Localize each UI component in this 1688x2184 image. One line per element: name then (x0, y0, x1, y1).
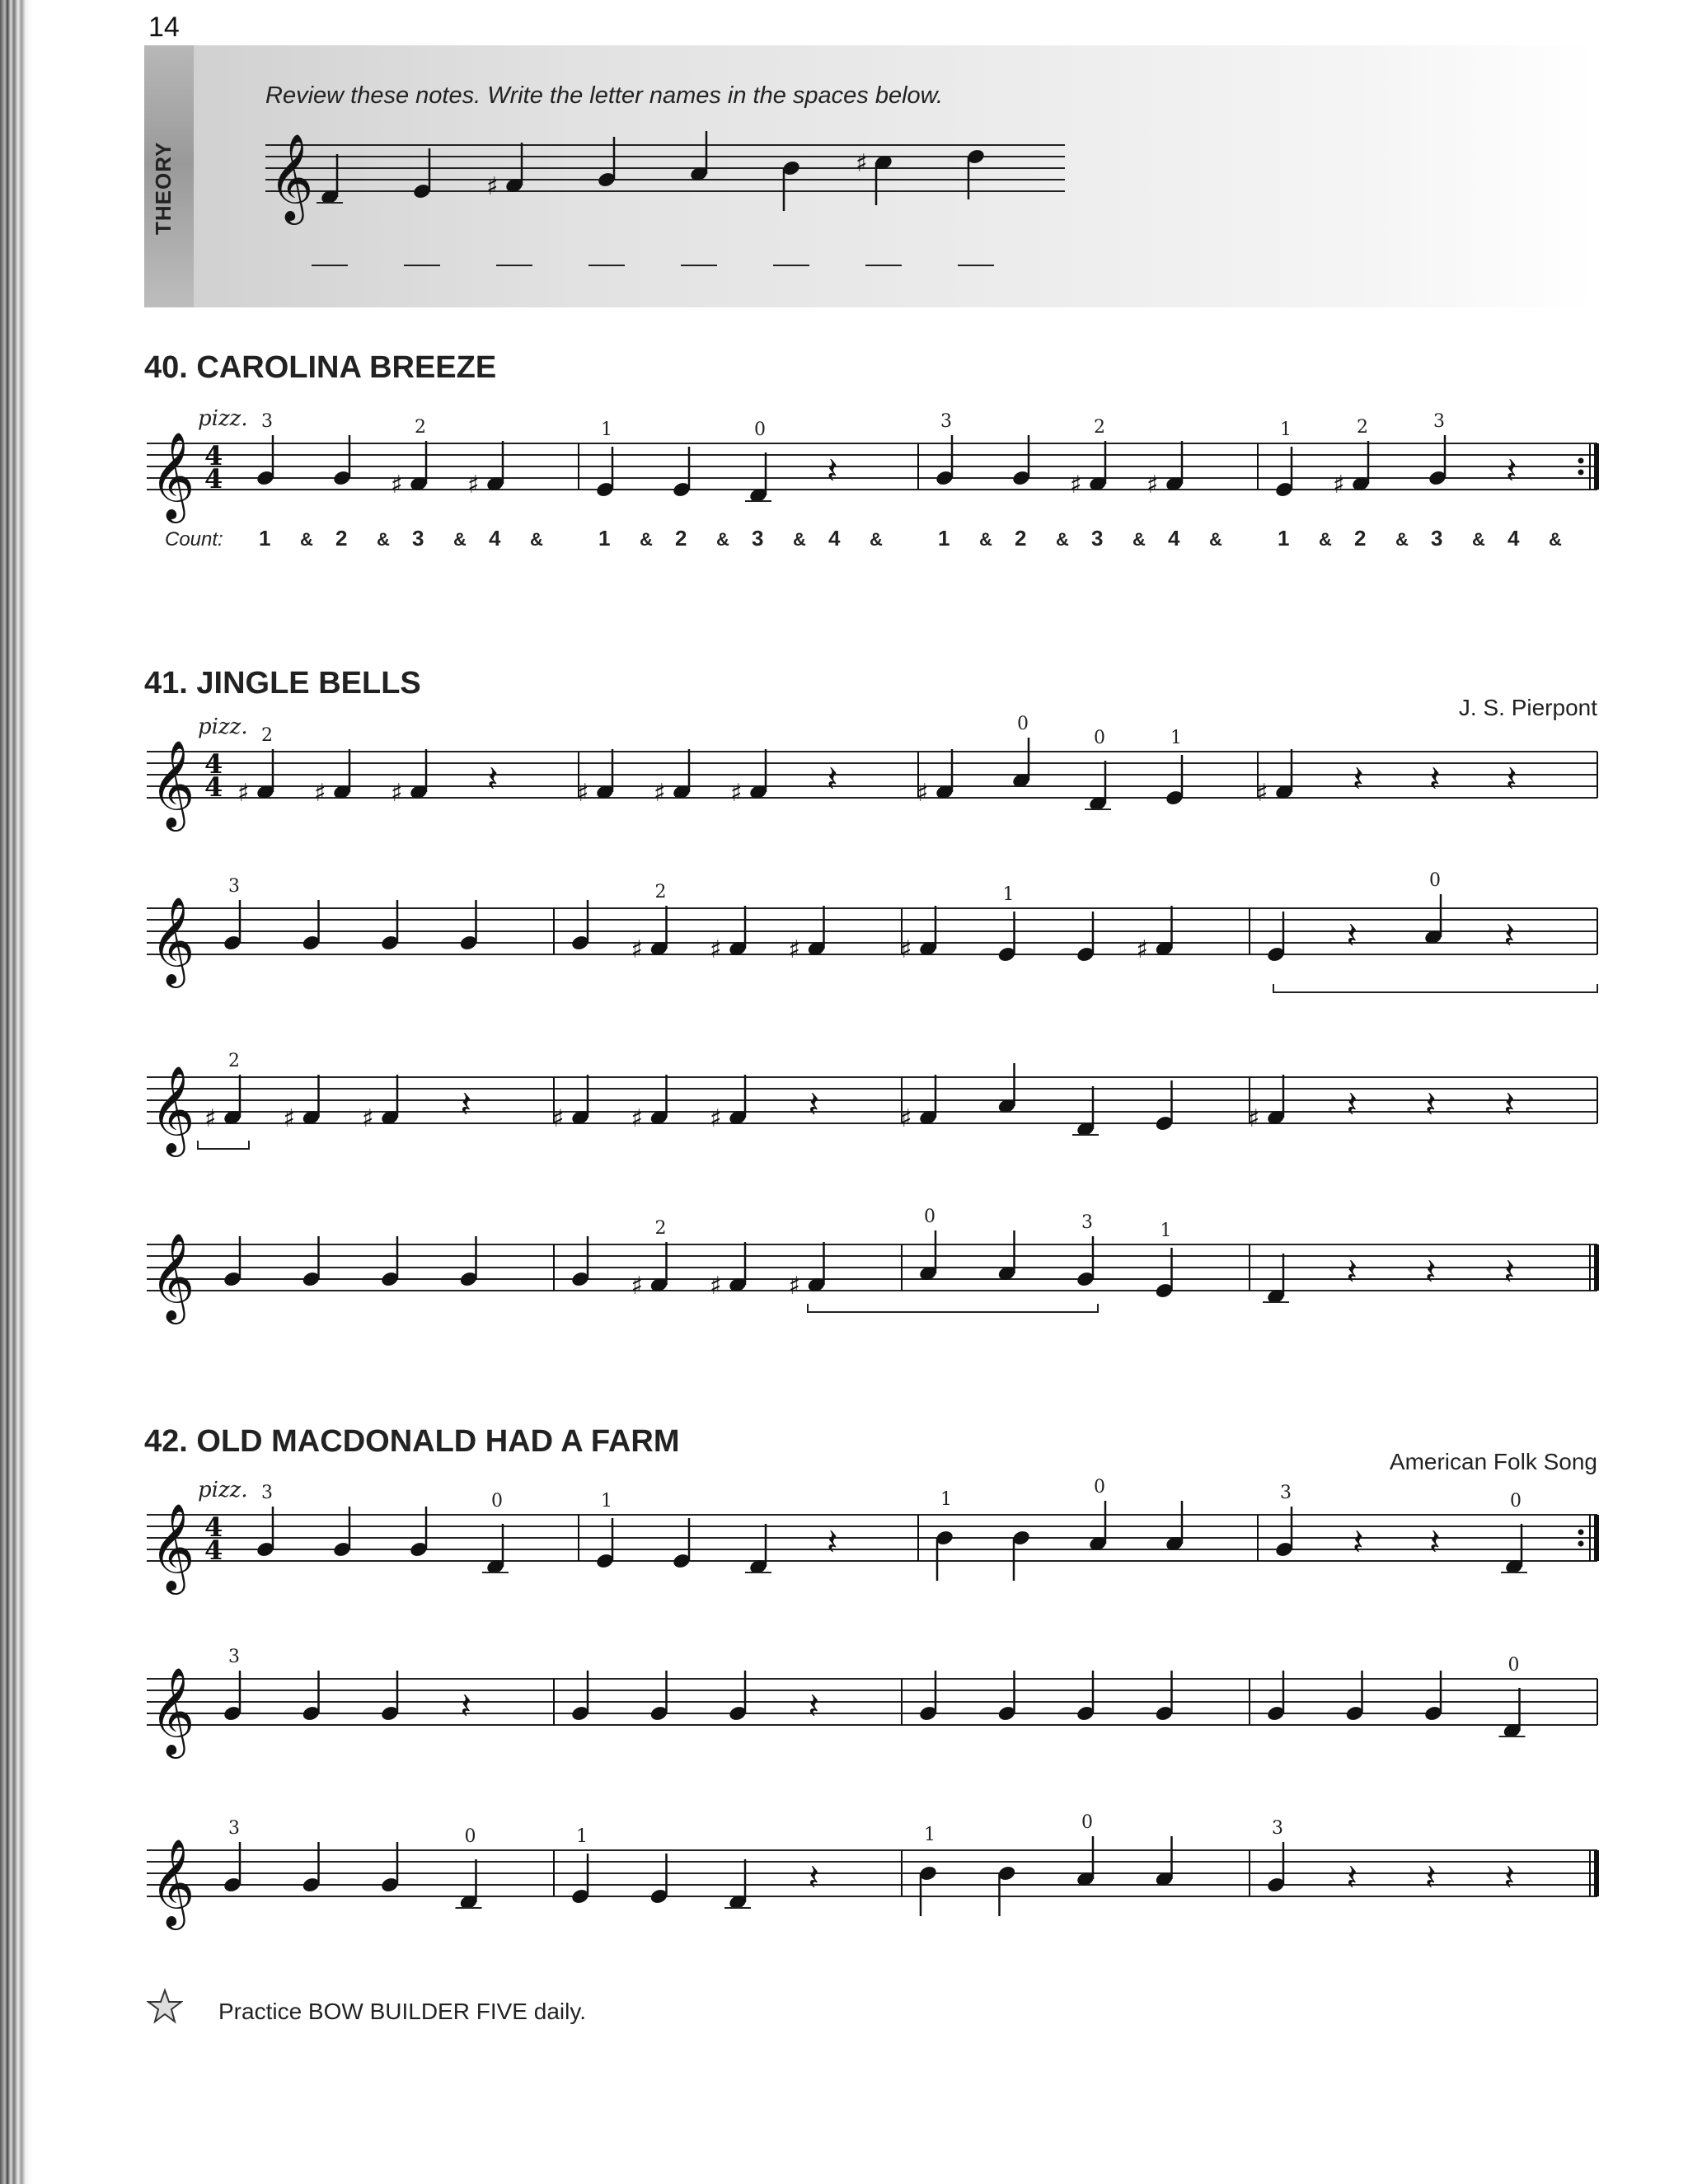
fingering-number: 1 (1280, 419, 1292, 440)
fingering-number: 1 (924, 1825, 935, 1845)
fingering-number: 0 (1510, 1491, 1522, 1511)
count-beat: 1 (598, 526, 611, 551)
quarter-rest: 𝄽 (808, 1857, 819, 1899)
quarter-rest: 𝄽 (1506, 450, 1517, 492)
final-bar-line (1594, 1515, 1599, 1561)
fingering-number: 2 (654, 882, 667, 902)
sharp-sign: ♯ (486, 172, 499, 201)
sharp-sign: ♯ (1146, 471, 1159, 499)
treble-clef: 𝄞 (150, 1502, 195, 1591)
count-beat: 1 (259, 526, 271, 551)
composer-42: American Folk Song (1389, 1449, 1597, 1474)
time-signature: 4 (204, 748, 223, 780)
sharp-sign: ♯ (710, 1104, 722, 1133)
count-beat: & (1319, 529, 1332, 550)
quarter-rest: 𝄽 (1503, 1857, 1515, 1899)
time-signature: 4 (204, 1511, 223, 1543)
footer-text: Practice BOW BUILDER FIVE daily. (218, 1999, 587, 2024)
fingering-number: 0 (1429, 870, 1441, 891)
sharp-sign: ♯ (710, 1272, 722, 1301)
treble-clef: 𝄞 (150, 1838, 195, 1926)
sharp-sign: ♯ (314, 779, 326, 808)
sharp-sign: ♯ (1136, 935, 1149, 964)
sharp-sign: ♯ (1256, 779, 1268, 808)
fingering-number: 2 (1357, 417, 1368, 438)
count-beat: & (793, 529, 806, 550)
sharp-sign: ♯ (631, 1104, 644, 1133)
pizzicato-marking: pizz. (198, 406, 248, 431)
fingering-number: 1 (601, 419, 612, 440)
fingering-number: 3 (1081, 1212, 1093, 1233)
quarter-rest: 𝄽 (827, 450, 838, 492)
time-signature: 4 (204, 463, 223, 494)
fingering-number: 3 (228, 1818, 240, 1839)
fingering-number: 0 (1081, 1812, 1093, 1833)
treble-clef: 𝄞 (150, 431, 195, 519)
fingering-number: 0 (464, 1826, 476, 1847)
quarter-rest: 𝄽 (1425, 1857, 1437, 1899)
sharp-sign: ♯ (788, 935, 801, 964)
sharp-sign: ♯ (631, 935, 644, 964)
quarter-rest: 𝄽 (808, 1084, 819, 1126)
time-signature: 4 (204, 771, 223, 803)
fingering-number: 0 (1094, 728, 1105, 748)
sharp-sign: ♯ (710, 935, 722, 964)
quarter-rest: 𝄽 (1429, 1521, 1441, 1563)
treble-clef: 𝄞 (150, 1232, 195, 1320)
count-beat: & (640, 529, 653, 550)
final-bar-line (1594, 1244, 1599, 1291)
sharp-sign: ♯ (654, 779, 666, 808)
fingering-number: 0 (754, 419, 766, 440)
fingering-number: 1 (1002, 884, 1015, 905)
exercise-title-41: 41. JINGLE BELLS (144, 666, 421, 701)
sharp-sign: ♯ (362, 1104, 374, 1133)
fingering-number: 0 (491, 1491, 503, 1511)
count-beat: & (300, 529, 313, 550)
quarter-rest: 𝄽 (1506, 758, 1517, 800)
fingering-number: 0 (1094, 1477, 1105, 1497)
count-beat: & (716, 529, 729, 550)
fingering-number: 1 (1160, 1221, 1172, 1241)
bow-bracket (1273, 984, 1597, 992)
treble-clef: 𝄞 (150, 896, 195, 984)
fingering-number: 1 (940, 1489, 952, 1510)
sharp-sign: ♯ (391, 779, 403, 808)
count-beat: 3 (1431, 526, 1443, 551)
quarter-rest: 𝄽 (1503, 1251, 1515, 1293)
fingering-number: 3 (1433, 411, 1445, 432)
count-beat: 1 (1278, 526, 1290, 551)
treble-clef: 𝄞 (269, 133, 314, 221)
sharp-sign: ♯ (204, 1104, 217, 1133)
count-beat: & (1132, 529, 1146, 550)
sharp-sign: ♯ (283, 1104, 296, 1133)
star-icon (147, 1988, 183, 2024)
treble-clef: 𝄞 (150, 1666, 195, 1755)
count-label: Count: (165, 528, 223, 551)
quarter-rest: 𝄽 (460, 1084, 471, 1126)
fingering-number: 0 (1507, 1655, 1520, 1675)
bow-bracket (808, 1304, 1098, 1312)
count-beat: & (1395, 529, 1409, 550)
fingering-number: 1 (1170, 728, 1182, 748)
count-beat: 2 (1015, 526, 1027, 551)
sharp-sign: ♯ (1070, 471, 1082, 499)
count-beat: & (1549, 529, 1562, 550)
sharp-sign: ♯ (467, 471, 480, 499)
treble-clef: 𝄞 (150, 1065, 195, 1153)
fingering-number: 2 (1094, 417, 1105, 438)
quarter-rest: 𝄽 (1353, 758, 1364, 800)
final-bar-line (1594, 1850, 1599, 1896)
quarter-rest: 𝄽 (1346, 1084, 1357, 1126)
quarter-rest: 𝄽 (827, 758, 838, 800)
count-beat: & (979, 529, 992, 550)
sharp-sign: ♯ (631, 1272, 644, 1301)
quarter-rest: 𝄽 (1346, 915, 1357, 957)
fingering-number: 0 (1017, 714, 1029, 734)
count-beat: & (377, 529, 390, 550)
quarter-rest: 𝄽 (487, 758, 499, 800)
fingering-number: 3 (1280, 1483, 1292, 1503)
fingering-number: 3 (228, 876, 240, 897)
sharp-sign: ♯ (730, 779, 743, 808)
page-number: 14 (148, 12, 180, 43)
pizzicato-marking: pizz. (198, 1478, 248, 1502)
quarter-rest: 𝄽 (460, 1685, 471, 1727)
sharp-sign: ♯ (917, 779, 929, 808)
theory-instruction: Review these notes. Write the letter names in the spaces below. (265, 82, 944, 109)
quarter-rest: 𝄽 (1503, 915, 1515, 957)
count-beat: 3 (412, 526, 424, 551)
repeat-dot (1578, 1530, 1584, 1535)
fingering-number: 3 (940, 411, 952, 432)
count-beat: 2 (1354, 526, 1367, 551)
sharp-sign: ♯ (391, 471, 403, 499)
quarter-rest: 𝄽 (808, 1685, 819, 1727)
quarter-rest: 𝄽 (1346, 1251, 1357, 1293)
quarter-rest: 𝄽 (1503, 1084, 1515, 1126)
quarter-rest: 𝄽 (1425, 1084, 1437, 1126)
sharp-sign: ♯ (788, 1272, 801, 1301)
repeat-dot (1578, 458, 1584, 464)
quarter-rest: 𝄽 (1425, 1251, 1437, 1293)
count-beat: 2 (675, 526, 687, 551)
quarter-rest: 𝄽 (1353, 1521, 1364, 1563)
bow-bracket (198, 1141, 249, 1149)
sharp-sign: ♯ (900, 935, 912, 964)
time-signature: 4 (204, 1535, 223, 1566)
sharp-sign: ♯ (577, 779, 589, 808)
pizzicato-marking: pizz. (198, 715, 248, 739)
composer-41: J. S. Pierpont (1458, 695, 1597, 720)
count-beat: 4 (1168, 526, 1180, 551)
count-beat: & (870, 529, 883, 550)
fingering-number: 1 (576, 1826, 588, 1847)
count-beat: & (453, 529, 467, 550)
repeat-dot (1578, 470, 1584, 476)
sharp-sign: ♯ (1248, 1104, 1260, 1133)
sharp-sign: ♯ (1333, 471, 1345, 499)
exercise-title-42: 42. OLD MACDONALD HAD A FARM (144, 1424, 680, 1459)
count-beat: 4 (489, 526, 501, 551)
sharp-sign: ♯ (237, 779, 250, 808)
count-beat: 3 (752, 526, 764, 551)
final-bar-line (1594, 443, 1599, 490)
fingering-number: 2 (261, 725, 273, 746)
fingering-number: 3 (1272, 1818, 1283, 1839)
count-beat: 4 (1507, 526, 1520, 551)
count-beat: 3 (1091, 526, 1104, 551)
count-beat: & (1472, 529, 1485, 550)
fingering-number: 3 (261, 1483, 273, 1503)
fingering-number: 3 (261, 411, 273, 432)
fingering-number: 2 (654, 1218, 667, 1239)
sharp-sign: ♯ (856, 149, 868, 178)
fingering-number: 1 (601, 1491, 612, 1511)
theory-label: THEORY (151, 141, 176, 235)
quarter-rest: 𝄽 (827, 1521, 838, 1563)
count-beat: 1 (938, 526, 950, 551)
fingering-number: 3 (228, 1647, 240, 1667)
count-beat: & (1209, 529, 1222, 550)
count-beat: 2 (335, 526, 348, 551)
treble-clef: 𝄞 (150, 739, 195, 827)
sharp-sign: ♯ (552, 1104, 565, 1133)
sharp-sign: ♯ (900, 1104, 912, 1133)
quarter-rest: 𝄽 (1346, 1857, 1357, 1899)
repeat-dot (1578, 1541, 1584, 1547)
count-beat: & (1056, 529, 1069, 550)
exercise-title-40: 40. CAROLINA BREEZE (144, 350, 497, 385)
fingering-number: 2 (415, 417, 426, 438)
time-signature: 4 (204, 440, 223, 471)
count-beat: & (530, 529, 543, 550)
fingering-number: 0 (924, 1207, 935, 1227)
fingering-number: 2 (228, 1051, 240, 1071)
quarter-rest: 𝄽 (1429, 758, 1441, 800)
count-beat: 4 (828, 526, 841, 551)
